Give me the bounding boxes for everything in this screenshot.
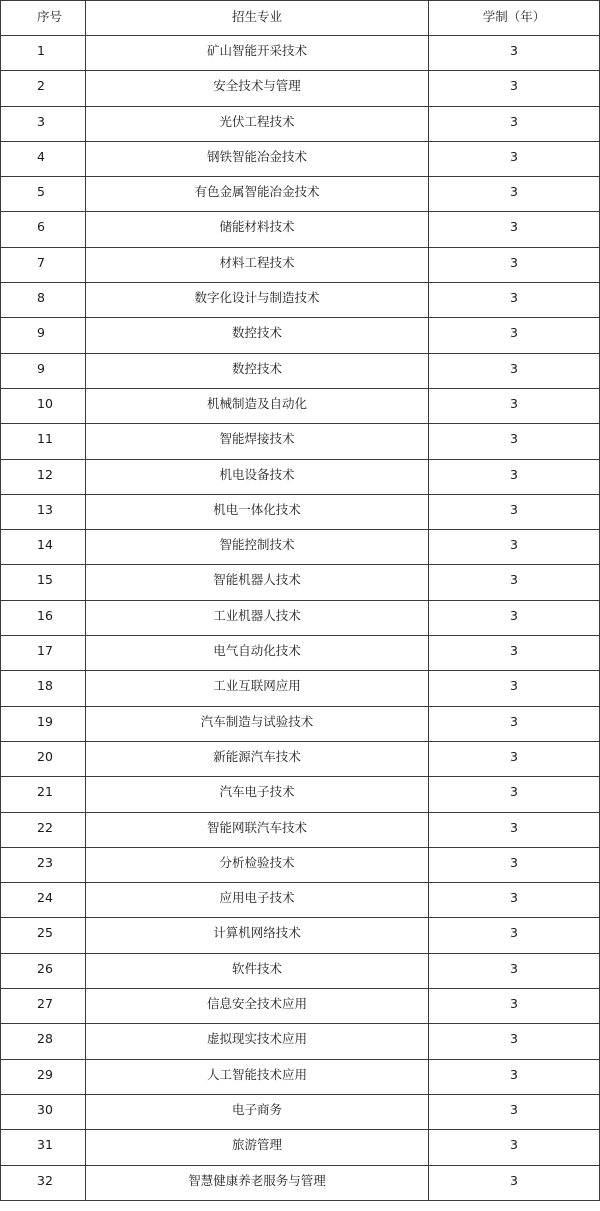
row-duration-cell: 3 <box>429 71 600 106</box>
row-major-cell: 光伏工程技术 <box>86 106 429 141</box>
row-duration-cell: 3 <box>429 212 600 247</box>
row-index-cell: 5 <box>1 177 86 212</box>
row-duration-cell: 3 <box>429 600 600 635</box>
row-index-cell: 23 <box>1 847 86 882</box>
row-major-cell: 机电设备技术 <box>86 459 429 494</box>
row-duration-cell: 3 <box>429 106 600 141</box>
row-major-cell: 智能网联汽车技术 <box>86 812 429 847</box>
row-duration-cell: 3 <box>429 353 600 388</box>
row-index-cell: 24 <box>1 883 86 918</box>
table-header-row <box>1 1 600 36</box>
row-index-cell: 32 <box>1 1165 86 1200</box>
row-duration-cell: 3 <box>429 424 600 459</box>
table-row <box>1 777 600 812</box>
table-row <box>1 741 600 776</box>
header-duration: 学制（年） <box>429 1 600 36</box>
row-major-cell: 旅游管理 <box>86 1130 429 1165</box>
row-index-cell: 9 <box>1 318 86 353</box>
row-duration-cell: 3 <box>429 883 600 918</box>
row-major-cell: 数控技术 <box>86 318 429 353</box>
row-index-cell: 27 <box>1 989 86 1024</box>
table-row <box>1 1024 600 1059</box>
row-major-cell: 机械制造及自动化 <box>86 388 429 423</box>
table-row <box>1 424 600 459</box>
row-duration-cell: 3 <box>429 530 600 565</box>
row-duration-cell: 3 <box>429 847 600 882</box>
row-major-cell: 人工智能技术应用 <box>86 1059 429 1094</box>
row-duration-cell: 3 <box>429 741 600 776</box>
row-index-cell: 20 <box>1 741 86 776</box>
row-index-cell: 10 <box>1 388 86 423</box>
row-index-cell: 16 <box>1 600 86 635</box>
table-body <box>1 36 600 1201</box>
row-duration-cell: 3 <box>429 777 600 812</box>
row-major-cell: 储能材料技术 <box>86 212 429 247</box>
row-duration-cell: 3 <box>429 1165 600 1200</box>
table-row <box>1 177 600 212</box>
row-index-cell: 21 <box>1 777 86 812</box>
table-row <box>1 989 600 1024</box>
table-row <box>1 71 600 106</box>
row-major-cell: 安全技术与管理 <box>86 71 429 106</box>
row-index-cell: 12 <box>1 459 86 494</box>
row-duration-cell: 3 <box>429 1094 600 1129</box>
row-major-cell: 机电一体化技术 <box>86 494 429 529</box>
row-duration-cell: 3 <box>429 706 600 741</box>
row-index-cell: 8 <box>1 283 86 318</box>
table-row <box>1 141 600 176</box>
table-row <box>1 812 600 847</box>
row-duration-cell: 3 <box>429 388 600 423</box>
row-index-cell: 2 <box>1 71 86 106</box>
row-major-cell: 数字化设计与制造技术 <box>86 283 429 318</box>
table-row <box>1 212 600 247</box>
row-duration-cell: 3 <box>429 918 600 953</box>
row-index-cell: 22 <box>1 812 86 847</box>
row-index-cell: 3 <box>1 106 86 141</box>
table-row <box>1 600 600 635</box>
row-major-cell: 计算机网络技术 <box>86 918 429 953</box>
row-major-cell: 虚拟现实技术应用 <box>86 1024 429 1059</box>
row-duration-cell: 3 <box>429 989 600 1024</box>
table-row <box>1 36 600 71</box>
row-major-cell: 钢铁智能冶金技术 <box>86 141 429 176</box>
table-row <box>1 1094 600 1129</box>
row-major-cell: 电子商务 <box>86 1094 429 1129</box>
row-major-cell: 电气自动化技术 <box>86 636 429 671</box>
row-major-cell: 有色金属智能冶金技术 <box>86 177 429 212</box>
table-row <box>1 353 600 388</box>
table-row <box>1 1130 600 1165</box>
row-index-cell: 31 <box>1 1130 86 1165</box>
table-row <box>1 1165 600 1200</box>
table-row <box>1 883 600 918</box>
row-major-cell: 智能机器人技术 <box>86 565 429 600</box>
table-row <box>1 636 600 671</box>
table-row <box>1 1059 600 1094</box>
row-index-cell: 28 <box>1 1024 86 1059</box>
header-major: 招生专业 <box>86 1 429 36</box>
row-major-cell: 材料工程技术 <box>86 247 429 282</box>
row-index-cell: 25 <box>1 918 86 953</box>
row-major-cell: 工业机器人技术 <box>86 600 429 635</box>
table-row <box>1 459 600 494</box>
table-row <box>1 565 600 600</box>
table-row <box>1 847 600 882</box>
table-row <box>1 530 600 565</box>
table-row <box>1 283 600 318</box>
row-duration-cell: 3 <box>429 812 600 847</box>
row-duration-cell: 3 <box>429 141 600 176</box>
row-major-cell: 分析检验技术 <box>86 847 429 882</box>
row-major-cell: 应用电子技术 <box>86 883 429 918</box>
row-index-cell: 14 <box>1 530 86 565</box>
row-duration-cell: 3 <box>429 494 600 529</box>
table-row <box>1 706 600 741</box>
row-duration-cell: 3 <box>429 671 600 706</box>
row-index-cell: 9 <box>1 353 86 388</box>
table-row <box>1 318 600 353</box>
row-major-cell: 矿山智能开采技术 <box>86 36 429 71</box>
table-row <box>1 106 600 141</box>
table-row <box>1 494 600 529</box>
row-major-cell: 工业互联网应用 <box>86 671 429 706</box>
header-index: 序号 <box>1 1 86 36</box>
row-index-cell: 15 <box>1 565 86 600</box>
row-index-cell: 17 <box>1 636 86 671</box>
row-duration-cell: 3 <box>429 36 600 71</box>
row-index-cell: 1 <box>1 36 86 71</box>
row-major-cell: 智慧健康养老服务与管理 <box>86 1165 429 1200</box>
row-index-cell: 7 <box>1 247 86 282</box>
table-row <box>1 918 600 953</box>
row-duration-cell: 3 <box>429 953 600 988</box>
row-index-cell: 30 <box>1 1094 86 1129</box>
row-index-cell: 26 <box>1 953 86 988</box>
row-duration-cell: 3 <box>429 1024 600 1059</box>
row-major-cell: 智能焊接技术 <box>86 424 429 459</box>
row-major-cell: 数控技术 <box>86 353 429 388</box>
row-major-cell: 智能控制技术 <box>86 530 429 565</box>
row-duration-cell: 3 <box>429 247 600 282</box>
table-row <box>1 388 600 423</box>
row-duration-cell: 3 <box>429 318 600 353</box>
row-major-cell: 软件技术 <box>86 953 429 988</box>
row-duration-cell: 3 <box>429 636 600 671</box>
row-major-cell: 新能源汽车技术 <box>86 741 429 776</box>
row-index-cell: 19 <box>1 706 86 741</box>
row-duration-cell: 3 <box>429 283 600 318</box>
row-duration-cell: 3 <box>429 177 600 212</box>
table-row <box>1 671 600 706</box>
row-duration-cell: 3 <box>429 565 600 600</box>
row-index-cell: 6 <box>1 212 86 247</box>
table-row <box>1 247 600 282</box>
row-index-cell: 11 <box>1 424 86 459</box>
row-duration-cell: 3 <box>429 1059 600 1094</box>
row-index-cell: 4 <box>1 141 86 176</box>
row-duration-cell: 3 <box>429 1130 600 1165</box>
row-duration-cell: 3 <box>429 459 600 494</box>
row-major-cell: 信息安全技术应用 <box>86 989 429 1024</box>
row-index-cell: 29 <box>1 1059 86 1094</box>
row-major-cell: 汽车制造与试验技术 <box>86 706 429 741</box>
row-major-cell: 汽车电子技术 <box>86 777 429 812</box>
row-index-cell: 13 <box>1 494 86 529</box>
row-index-cell: 18 <box>1 671 86 706</box>
table-row <box>1 953 600 988</box>
